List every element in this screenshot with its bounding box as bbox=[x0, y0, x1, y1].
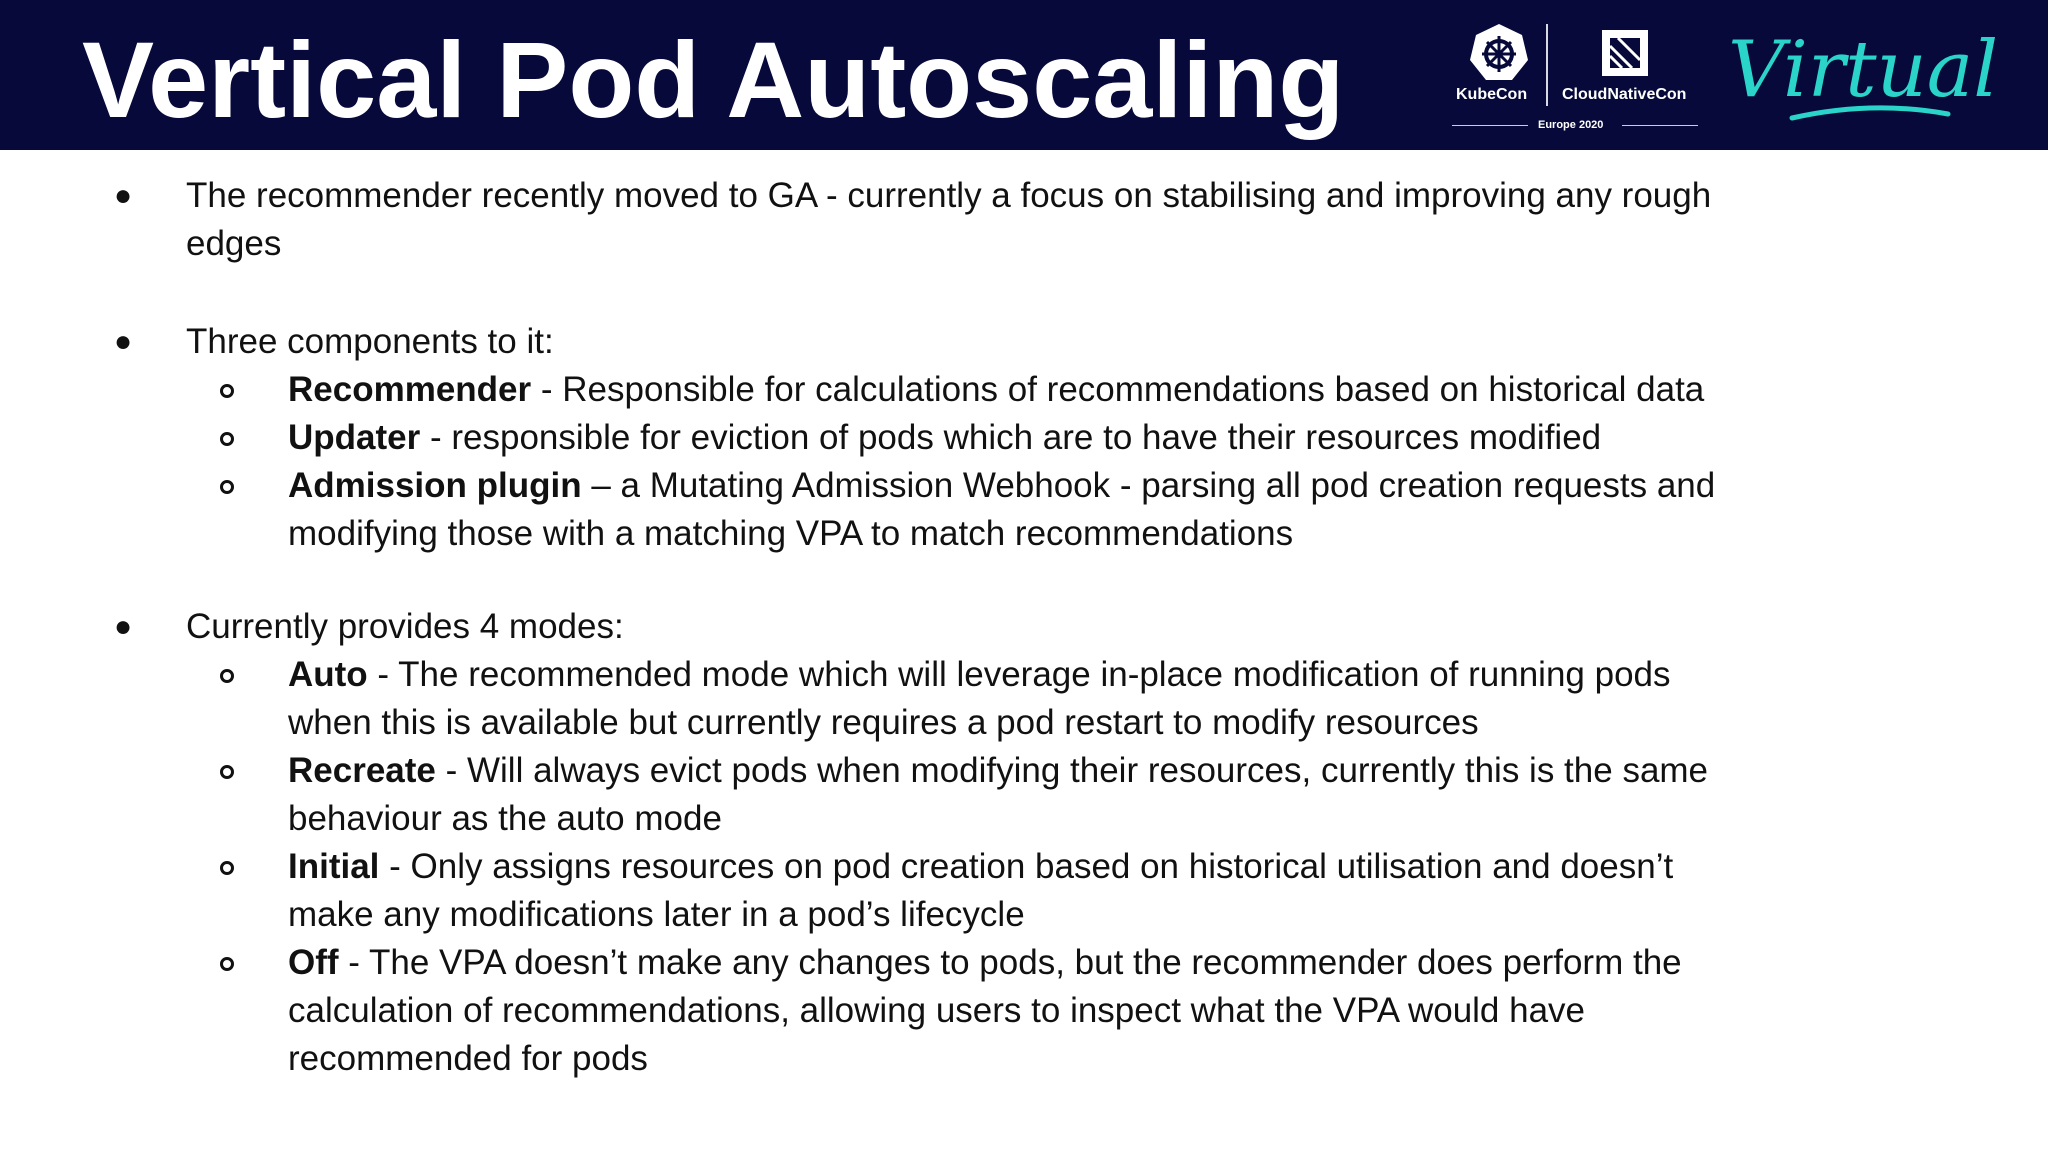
sub-bullet-text-line: make any modifications later in a pod’s lifecycle bbox=[288, 895, 1025, 934]
sub-bullet-text-line bbox=[288, 747, 1708, 795]
virtual-wordmark bbox=[1722, 18, 1999, 130]
sub-bullet-marker bbox=[220, 669, 234, 683]
sub-bullet-term: Admission plugin bbox=[288, 466, 582, 505]
sub-bullet-marker bbox=[220, 765, 234, 779]
cloudnativecon-label: CloudNativeCon bbox=[1562, 86, 1687, 103]
sub-bullet-text-line bbox=[288, 414, 1601, 462]
sub-bullet-desc: – a Mutating Admission Webhook - parsing all pod creation requests and bbox=[581, 466, 1716, 505]
sub-bullet-text-line bbox=[288, 843, 1673, 891]
bullet-text-line: The recommender recently moved to GA - currently a focus on stabilising and improving any rough bbox=[186, 176, 1712, 215]
event-rule-right bbox=[1622, 125, 1698, 126]
bullet-marker: ● bbox=[114, 610, 133, 643]
sub-bullet-term: Recommender bbox=[288, 370, 532, 409]
slide-title: Vertical Pod Autoscaling bbox=[82, 19, 1345, 140]
sub-bullet-text-line bbox=[288, 939, 1682, 987]
sub-bullet-desc: - Only assigns resources on pod creation based on historical utilisation and doesn’t bbox=[379, 847, 1674, 886]
cloudnativecon-logo bbox=[1558, 18, 1718, 130]
sub-bullet-desc: - The VPA doesn’t make any changes to pods, but the recommender does perform the bbox=[338, 943, 1682, 982]
bullet-marker: ● bbox=[114, 325, 133, 358]
event-logos bbox=[1450, 18, 1999, 131]
sub-bullet-text-line bbox=[288, 366, 1704, 414]
sub-bullet-marker bbox=[220, 957, 234, 971]
sub-bullet-desc: - Will always evict pods when modifying their resources, currently this is the same bbox=[435, 751, 1709, 790]
bullet-text-line: Three components to it: bbox=[186, 322, 554, 361]
sub-bullet-text-line: recommended for pods bbox=[288, 1039, 648, 1078]
sub-bullet-desc: - The recommended mode which will leverage in-place modification of running pods bbox=[367, 655, 1671, 694]
sub-bullet-term: Initial bbox=[288, 847, 380, 886]
sub-bullet-term: Recreate bbox=[288, 751, 436, 790]
event-line bbox=[1452, 118, 1698, 132]
bullet-text-line: edges bbox=[186, 224, 282, 263]
kubernetes-helm-icon bbox=[1468, 22, 1530, 84]
sub-bullet-marker bbox=[220, 432, 234, 446]
sub-bullet-term: Off bbox=[288, 943, 339, 982]
sub-bullet-desc: - Responsible for calculations of recommendations based on historical data bbox=[531, 370, 1705, 409]
sub-bullet-term: Auto bbox=[288, 655, 368, 694]
sub-bullet-text-line: when this is available but currently requires a pod restart to modify resources bbox=[288, 703, 1479, 742]
sub-bullet-marker bbox=[220, 861, 234, 875]
bullet-marker: ● bbox=[114, 179, 133, 212]
kubecon-label: KubeCon bbox=[1456, 86, 1528, 103]
sub-bullet-text-line bbox=[288, 651, 1671, 699]
sub-bullet-text-line bbox=[288, 462, 1715, 510]
sub-bullet-term: Updater bbox=[288, 418, 421, 457]
cncf-icon bbox=[1600, 28, 1650, 78]
sub-bullet-desc: - responsible for eviction of pods which are to have their resources modified bbox=[420, 418, 1602, 457]
event-label: Europe 2020 bbox=[1538, 119, 1604, 131]
sub-bullet-text-line: calculation of recommendations, allowing users to inspect what the VPA would have bbox=[288, 991, 1586, 1030]
bullet-text-line: Currently provides 4 modes: bbox=[186, 607, 624, 646]
slide-header bbox=[0, 0, 2048, 150]
virtual-text: Virtual bbox=[1728, 25, 1999, 115]
sub-bullet-text-line: behaviour as the auto mode bbox=[288, 799, 722, 838]
sub-bullet-marker bbox=[220, 480, 234, 494]
sub-bullet-marker bbox=[220, 384, 234, 398]
sub-bullet-text-line: modifying those with a matching VPA to match recommendations bbox=[288, 514, 1294, 553]
slide-body bbox=[0, 150, 2048, 1152]
event-rule-left bbox=[1452, 125, 1528, 126]
logo-divider bbox=[1546, 24, 1548, 106]
